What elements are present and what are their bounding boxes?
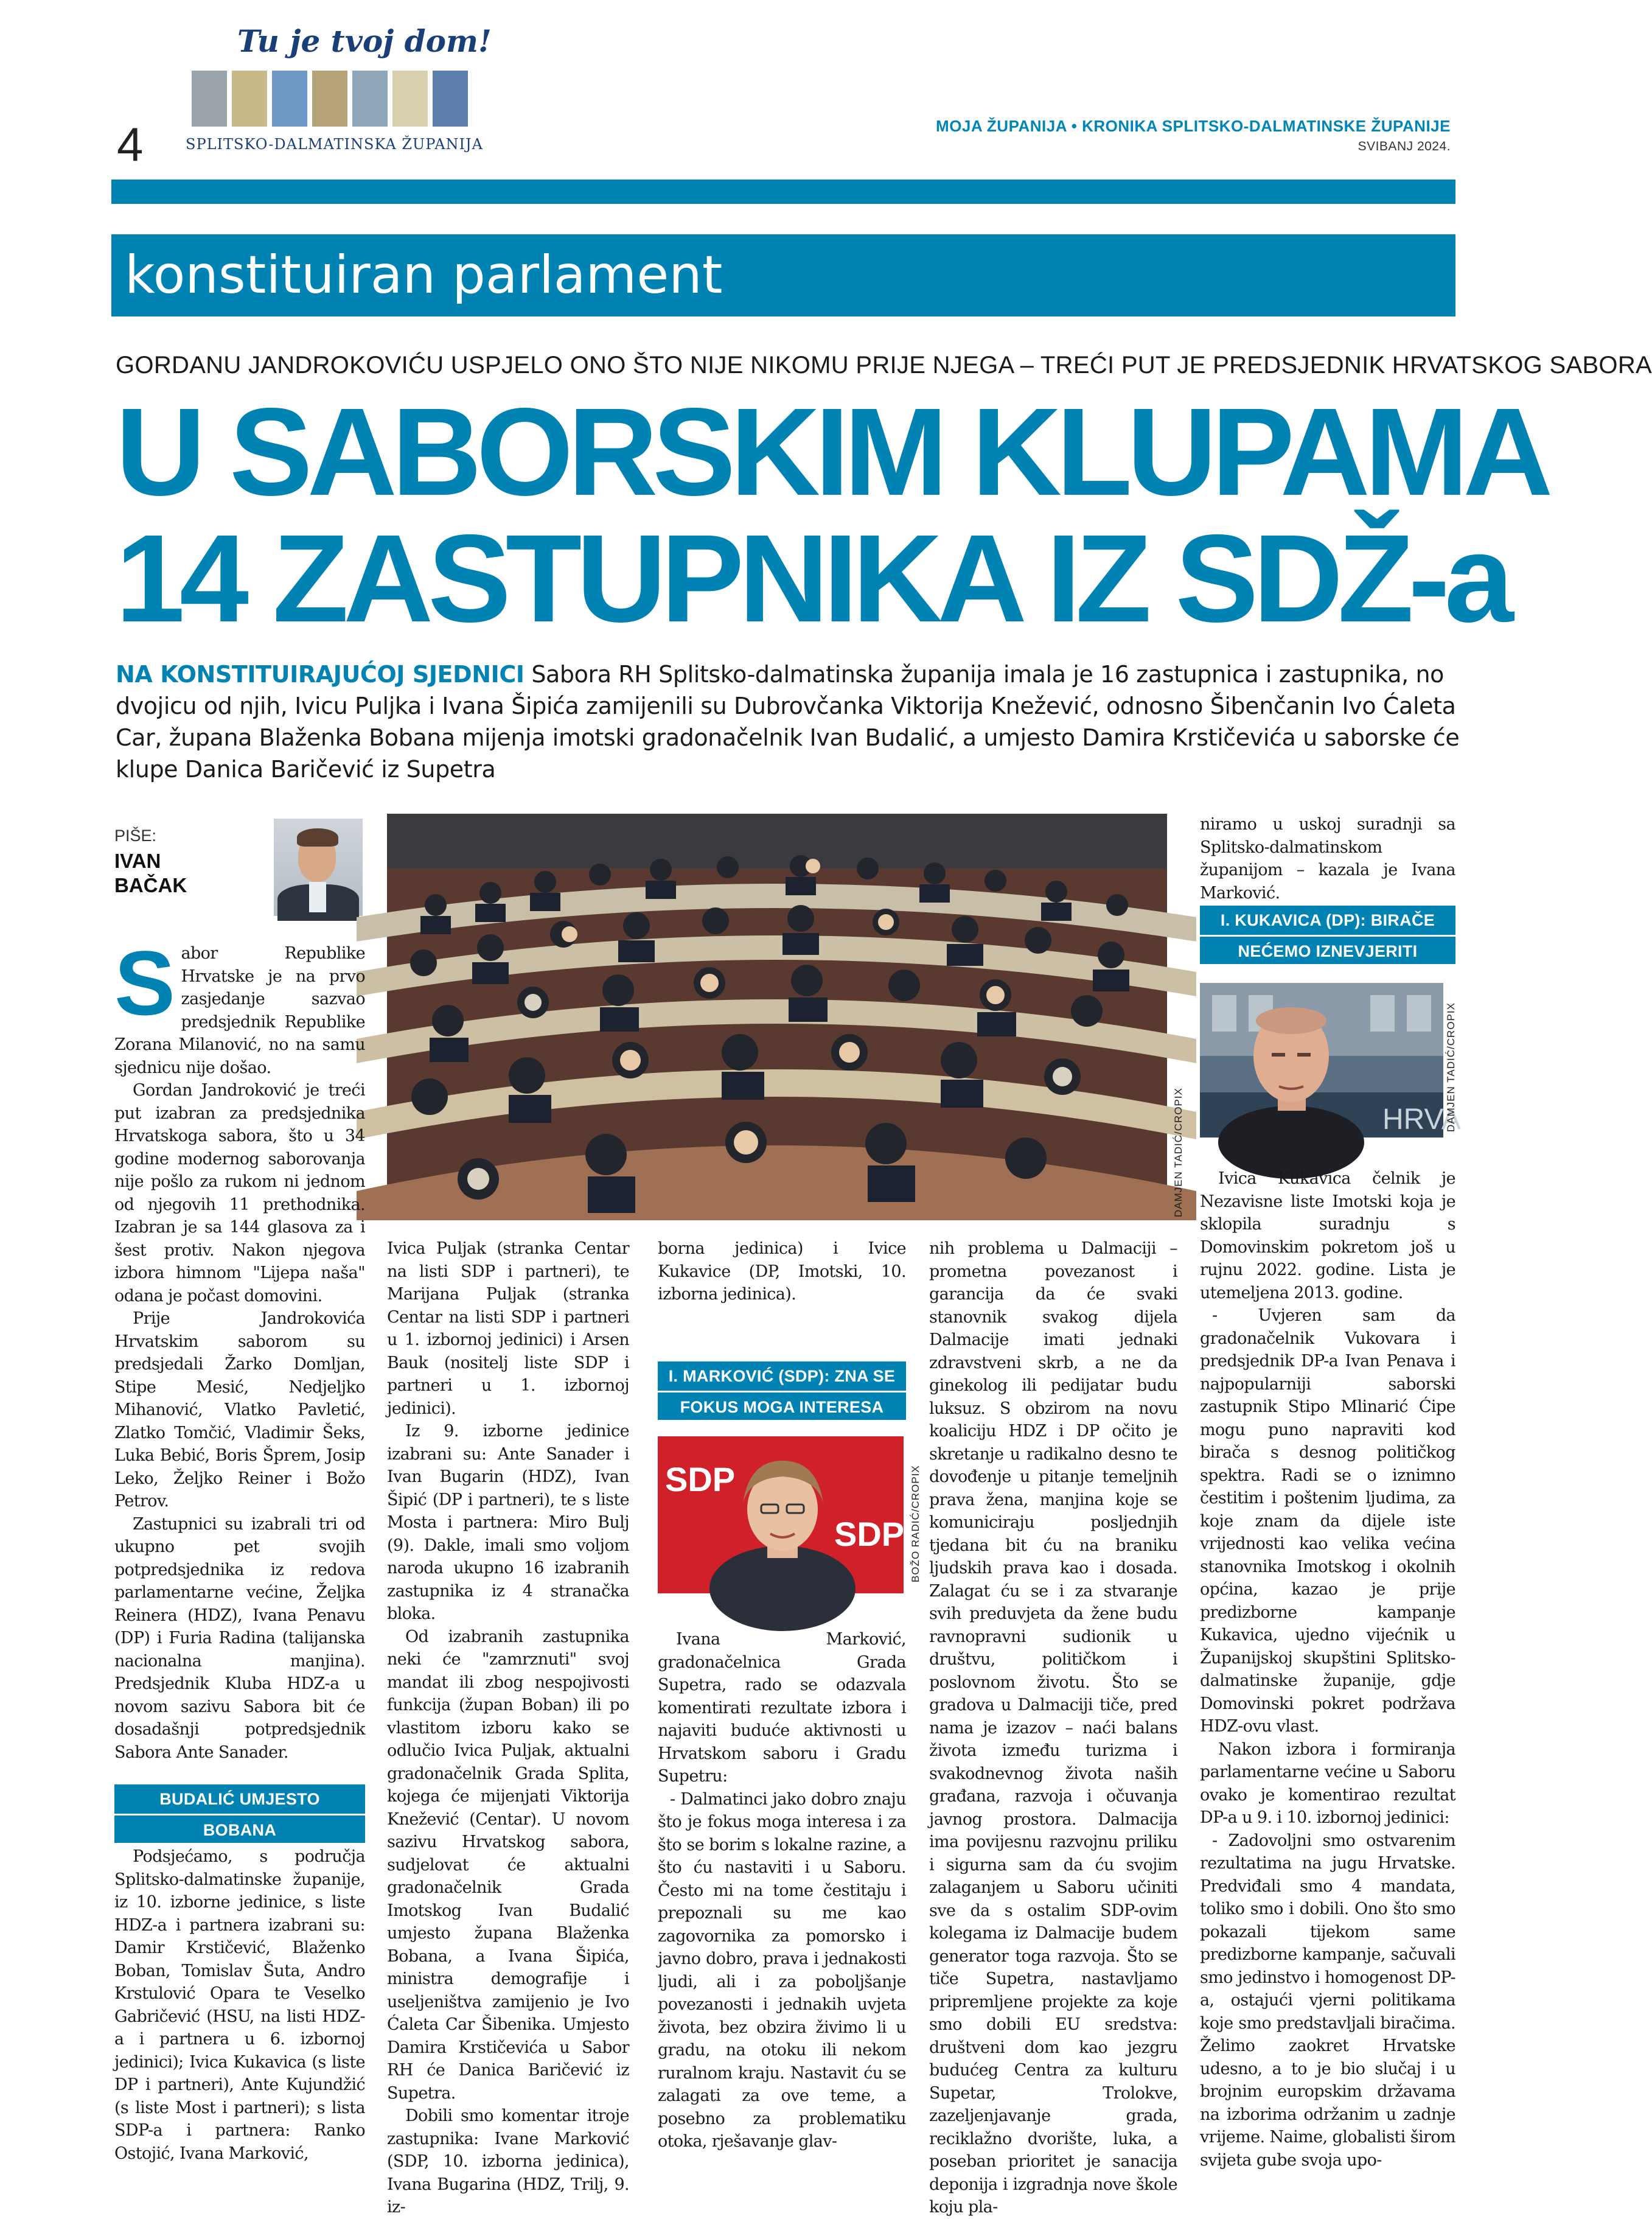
subhead-markovic-line-1: I. MARKOVIĆ (SDP): ZNA SE (668, 1367, 896, 1385)
col1-paragraph-4: Zastupnici su izabrali tri od ukupno pet svojih potpredsjednika iz redova parlamentarne većine, Željka Reinera (HDZ), Ivana Penavu (DP) i Furia Radina (talijanska nacionalna manjina). Predsjednik Kluba HDZ-a u novom sazivu Sabora bit će dosadašnji potpredsjednik Sabora Ante Sanader. (114, 1514, 365, 1762)
col1-paragraph-2: Gordan Jandroković je treći put izabran za predsjednika Hrvatskoga sabora, što u 34 godine modernog saborovanja nije pošlo za rukom ni jednom od njegovih 11 prethodnika. Izabran je sa 144 glasova za i šest protiv. Nakon njegova izbora himnom "Lijepa naša" odana je počast domovini. (114, 1081, 365, 1305)
col5-paragraph-4: - Zadovoljni smo ostvarenim rezultatima na jugu Hrvatske. Predviđali smo 4 mandata, toliko smo i dobili. Ono što smo pokazali tijekom same predizborne kampanje, sačuvali smo jedinstvo i homogenost DP-a, ostajući vjerni politikama koje smo predstavljali biračima. Želimo zaokret Hrvatske udesno, a to je bio slučaj i u brojnim europskim državama na izborima održanim u zadnje vrijeme. Naime, globalisti širom svijeta gube svoja upo- (1200, 1831, 1455, 2170)
subhead-budalic (114, 1784, 365, 1843)
headline-line-1: U SABORSKIM KLUPAMA (116, 382, 1548, 522)
col5-paragraph-1: Ivica Kukavica čelnik je Nezavisne liste Imotski koja je sklopila suradnju s Domovinskim pokretom još u rujnu 2022. godine. Lista je utemeljena 2013. godine. (1200, 1169, 1455, 1302)
col1-paragraph-1: Sabor Republike Hrvatske je na prvo zasjedanje sazvao predsjednik Republike Zorana Milanović, no na samu sjednicu nije došao. (114, 932, 365, 1077)
subhead-markovic (658, 1361, 906, 1420)
author-photo (274, 819, 363, 916)
column-2 (387, 1237, 629, 2219)
col1-paragraph-5: Podsjećamo, s područja Splitsko-dalmatinske županije, iz 10. izborne jedinice, s liste HDZ-a i partnera izabrani su: Damir Krstičević, Blaženko Boban, Tomislav Šuta, Andro Krstulović Opara te Veselko Gabričević (HSU, na listi HDZ-a i partnera u 6. izbornoj jedinici); Ivica Kukavica (s liste DP i partneri), Ante Kujundžić (s liste Most i partneri); s lista SDP-a i partnera: Ranko Ostojić, Ivana Marković, (114, 1847, 365, 2163)
subhead-kukavica-line-2: NEĆEMO IZNEVJERITI (1200, 935, 1455, 964)
parliament-photo (387, 814, 1167, 1220)
col5-paragraph-3: Nakon izbora i formiranja parlamentarne većine u Saboru ovako je komentirao rezultat DP-a u 9. i 10. izbornoj jedinici: (1200, 1739, 1455, 1827)
byline-label: PIŠE: (114, 826, 157, 845)
column-4 (929, 1237, 1177, 2219)
col2-paragraph-4: Dobili smo komentar itroje zastupnika: Ivane Marković (SDP, 10. izborna jedinica), Ivana Bugarina (HDZ, Trilj, 9. iz- (387, 2106, 629, 2217)
subhead-kukavica (1200, 906, 1455, 964)
article-headline (116, 382, 1548, 648)
subhead-budalic-line-1: BUDALIĆ UMJESTO (159, 1790, 320, 1808)
parliament-chamber-illustration (387, 814, 1167, 1220)
markovic-portrait (658, 1436, 904, 1593)
subhead-kukavica-line-1: I. KUKAVICA (DP): BIRAČE (1220, 911, 1435, 929)
byline-name (114, 849, 187, 898)
logo-county-name: SPLITSKO-DALMATINSKA ŽUPANIJA (186, 136, 483, 153)
page-number: 4 (117, 117, 144, 171)
col5-paragraph-0: niramo u uskoj suradnji sa Splitsko-dalmatinskom županijom – kazala je Ivana Marković. (1200, 815, 1455, 903)
section-banner: konstituiran parlament (111, 234, 1455, 316)
author-last-name: BAČAK (114, 874, 187, 896)
article-lead (116, 659, 1460, 785)
publication-tagline: MOJA ŽUPANIJA • KRONIKA SPLITSKO-DALMATINSKE ŽUPANIJE (936, 117, 1451, 135)
issue-date: SVIBANJ 2024. (1357, 139, 1451, 153)
county-logo (179, 17, 496, 156)
subhead-budalic-line-2: BOBANA (114, 1814, 365, 1843)
col2-paragraph-2: Iz 9. izborne jedinice izabrani su: Ante Sanader i Ivan Bugarin (HDZ), Ivan Šipić (DP i partneri), te s liste Mosta i partnera: Miro Bulj (9). Dakle, imali smo voljom naroda ukupno 16 izabranih zastupnika iz 4 stranačka bloka. (387, 1422, 629, 1623)
column-3-continued (658, 1628, 906, 2153)
photo-hrva-text: HRVA (1382, 1103, 1461, 1136)
column-5-top (1200, 813, 1455, 904)
logo-mark (192, 71, 468, 127)
subhead-markovic-line-2: FOKUS MOGA INTERESA (658, 1391, 906, 1420)
main-photo-credit: DAMJEN TADIĆ/CROPIX (1173, 1088, 1184, 1217)
col1-paragraph-3: Prije Jandrokovića Hrvatskim saborom su predsjedali Žarko Domljan, Stipe Mesić, Nedjeljko Mihanović, Vlatko Pavletić, Zlatko Tomčić, Vladimir Šeks, Luka Bebić, Boris Šprem, Josip Leko, Željko Reiner i Božo Petrov. (114, 1309, 365, 1511)
photo-sdp-text-1: SDP (665, 1460, 736, 1498)
column-3 (658, 1237, 906, 1306)
kukavica-photo-credit: DAMJEN TADIĆ/CROPIX (1445, 1002, 1457, 1132)
drop-cap: S (114, 932, 175, 1034)
col3-paragraph-1: borna jedinica) i Ivice Kukavice (DP, Imotski, 10. izborna jedinica). (658, 1239, 906, 1304)
article-kicker: GORDANU JANDROKOVIĆU USPJELO ONO ŠTO NIJE NIKOMU PRIJE NJEGA – TREĆI PUT JE PREDSJEDNIK HRVATSKOG SABORA (116, 352, 1652, 379)
publication-header (936, 117, 1451, 154)
header-rule (111, 180, 1455, 204)
lead-intro: NA KONSTITUIRAJUĆOJ SJEDNICI (116, 661, 525, 688)
column-5 (1200, 1167, 1455, 2172)
col3-paragraph-3: - Dalmatinci jako dobro znaju što je fokus moga interesa i za što se borim s lokalne razine, a što ću nastaviti i u Saboru. Često mi na tome čestitaju i prepoznali su me kao zagovornika za pomorsko i javno dobro, prava i jednakosti ljudi, ali i za poboljšanje povezanosti i jednakih uvjeta života, bez obzira živimo li u gradu, na otoku ili nekom ruralnom kraju. Nastavit ću se zalagati za ove teme, a posebno za problematiku otoka, rješavanje glav- (658, 1789, 906, 2151)
col5-paragraph-2: - Uvjeren sam da gradonačelnik Vukovara i predsjednik DP-a Ivan Penava i najpopularniji saborski zastupnik Stipo Mlinarić Ćipe mogu puno napraviti kod birača s desnog političkog spektra. Radi se o iznimno čestitim i poštenim ljudima, za koje znam da dijele iste vrijednosti kao velika većina stanovnika Imotskog i okolnih općina, kazao je prije predizborne kampanje Kukavica, ujedno vijećnik u Županijskoj skupštini Splitsko-dalmatinske županije, gdje Domovinski pokret podržava HDZ-ovu vlast. (1200, 1306, 1455, 1736)
lead-text: Sabora RH Splitsko-dalmatinska županija imala je 16 zastupnica i zastupnika, no dvojicu od njih, Ivicu Puljka i Ivana Šipića zamijenili su Dubrovčanka Viktorija Knežević, odnosno Šibenčanin Ivo Ćaleta Car, župana Blaženka Bobana mijenja imotski gradonačelnik Ivan Budalić, a umjesto Damira Krstičevića u saborske će klupe Danica Baričević iz Supetra (116, 661, 1460, 783)
logo-slogan: Tu je tvoj dom! (237, 23, 492, 59)
markovic-photo (658, 1436, 904, 1593)
column-1 (114, 932, 365, 2165)
col2-paragraph-3: Od izabranih zastupnika neki će "zamrznuti" svoj mandat ili zbog nespojivosti funkcija (župan Boban) ili po vlastitom izboru kako se odlučio Ivica Puljak, aktualni gradonačelnik Grada Splita, kojega će mijenjati Viktorija Knežević (Centar). U novom sazivu Hrvatskog sabora, sudjelovat će aktualni gradonačelnik Grada Imotskog Ivan Budalić umjesto župana Blaženka Bobana, a Ivana Šipića, ministra demografije i useljeništva zamijenio je Ivo Ćaleta Car Šibenika. Umjesto Damira Krstičevića u Sabor RH će Danica Baričević iz Supetra. (387, 1627, 629, 2103)
markovic-photo-credit: BOŽO RADIĆ/CROPIX (910, 1465, 921, 1582)
col4-paragraph-1: nih problema u Dalmaciji – prometna povezanost i garancija da će svaki stanovnik svakog dijela Dalmacije imati jednaki zdravstveni skrb, a ne da ginekolog ili pedijatar budu luksuz. S obzirom na novu koaliciju HDZ i DP očito je skretanje u radikalno desno te dovođenje u pitanje temeljnih prava žena, manjina koje se komuniciraju posljednjih tjedana bit ću na braniku ljudskih prava kao i dosada. Zalagat ću se i za stvaranje svih preduvjeta da žene budu ravnopravni sudionik u društvu, političkom i poslovnom životu. Što se gradova u Dalmaciji tiče, pred nama je izazov – naći balans života između turizma i svakodnevnog života naših građana, razvoja i očuvanja javnog prostora. Dalmacija ima povijesnu razvojnu priliku i sigurna sam da ću svojim zalaganjem u Saboru učiniti sve da s ostalim SDP-ovim kolegama iz Dalmacije budem generator toga razvoja. Što se tiče Supetra, nastavljamo pripremljene projekte za koje smo dobili EU sredstva: društveni dom kao jezgru budućeg Centra za kulturu Supetar, Trolokve, zazeljenjavanje grada, reciklažno dvorište, luka, a poseban prioritet je sanacija deponija i izgradnja nove škole koju pla- (929, 1239, 1177, 2217)
author-first-name: IVAN (114, 850, 161, 872)
col3-paragraph-2: Ivana Marković, gradonačelnica Grada Supetra, rado se odazvala komentirati rezultate izbora i najaviti buduće aktivnosti u Hrvatskom saboru i Gradu Supetru: (658, 1630, 906, 1786)
photo-sdp-text-2: SDP (834, 1515, 905, 1553)
headline-line-2: 14 ZASTUPNIKA IZ SDŽ-a (116, 509, 1508, 648)
col2-paragraph-1: Ivica Puljak (stranka Centar na listi SDP i partneri), te Marijana Puljak (stranka Centar na listi SDP i partneri u 1. izbornoj jedinici) i Arsen Bauk (nositelj liste SDP i partneri u 1. izbornoj jedinici). (387, 1239, 629, 1418)
